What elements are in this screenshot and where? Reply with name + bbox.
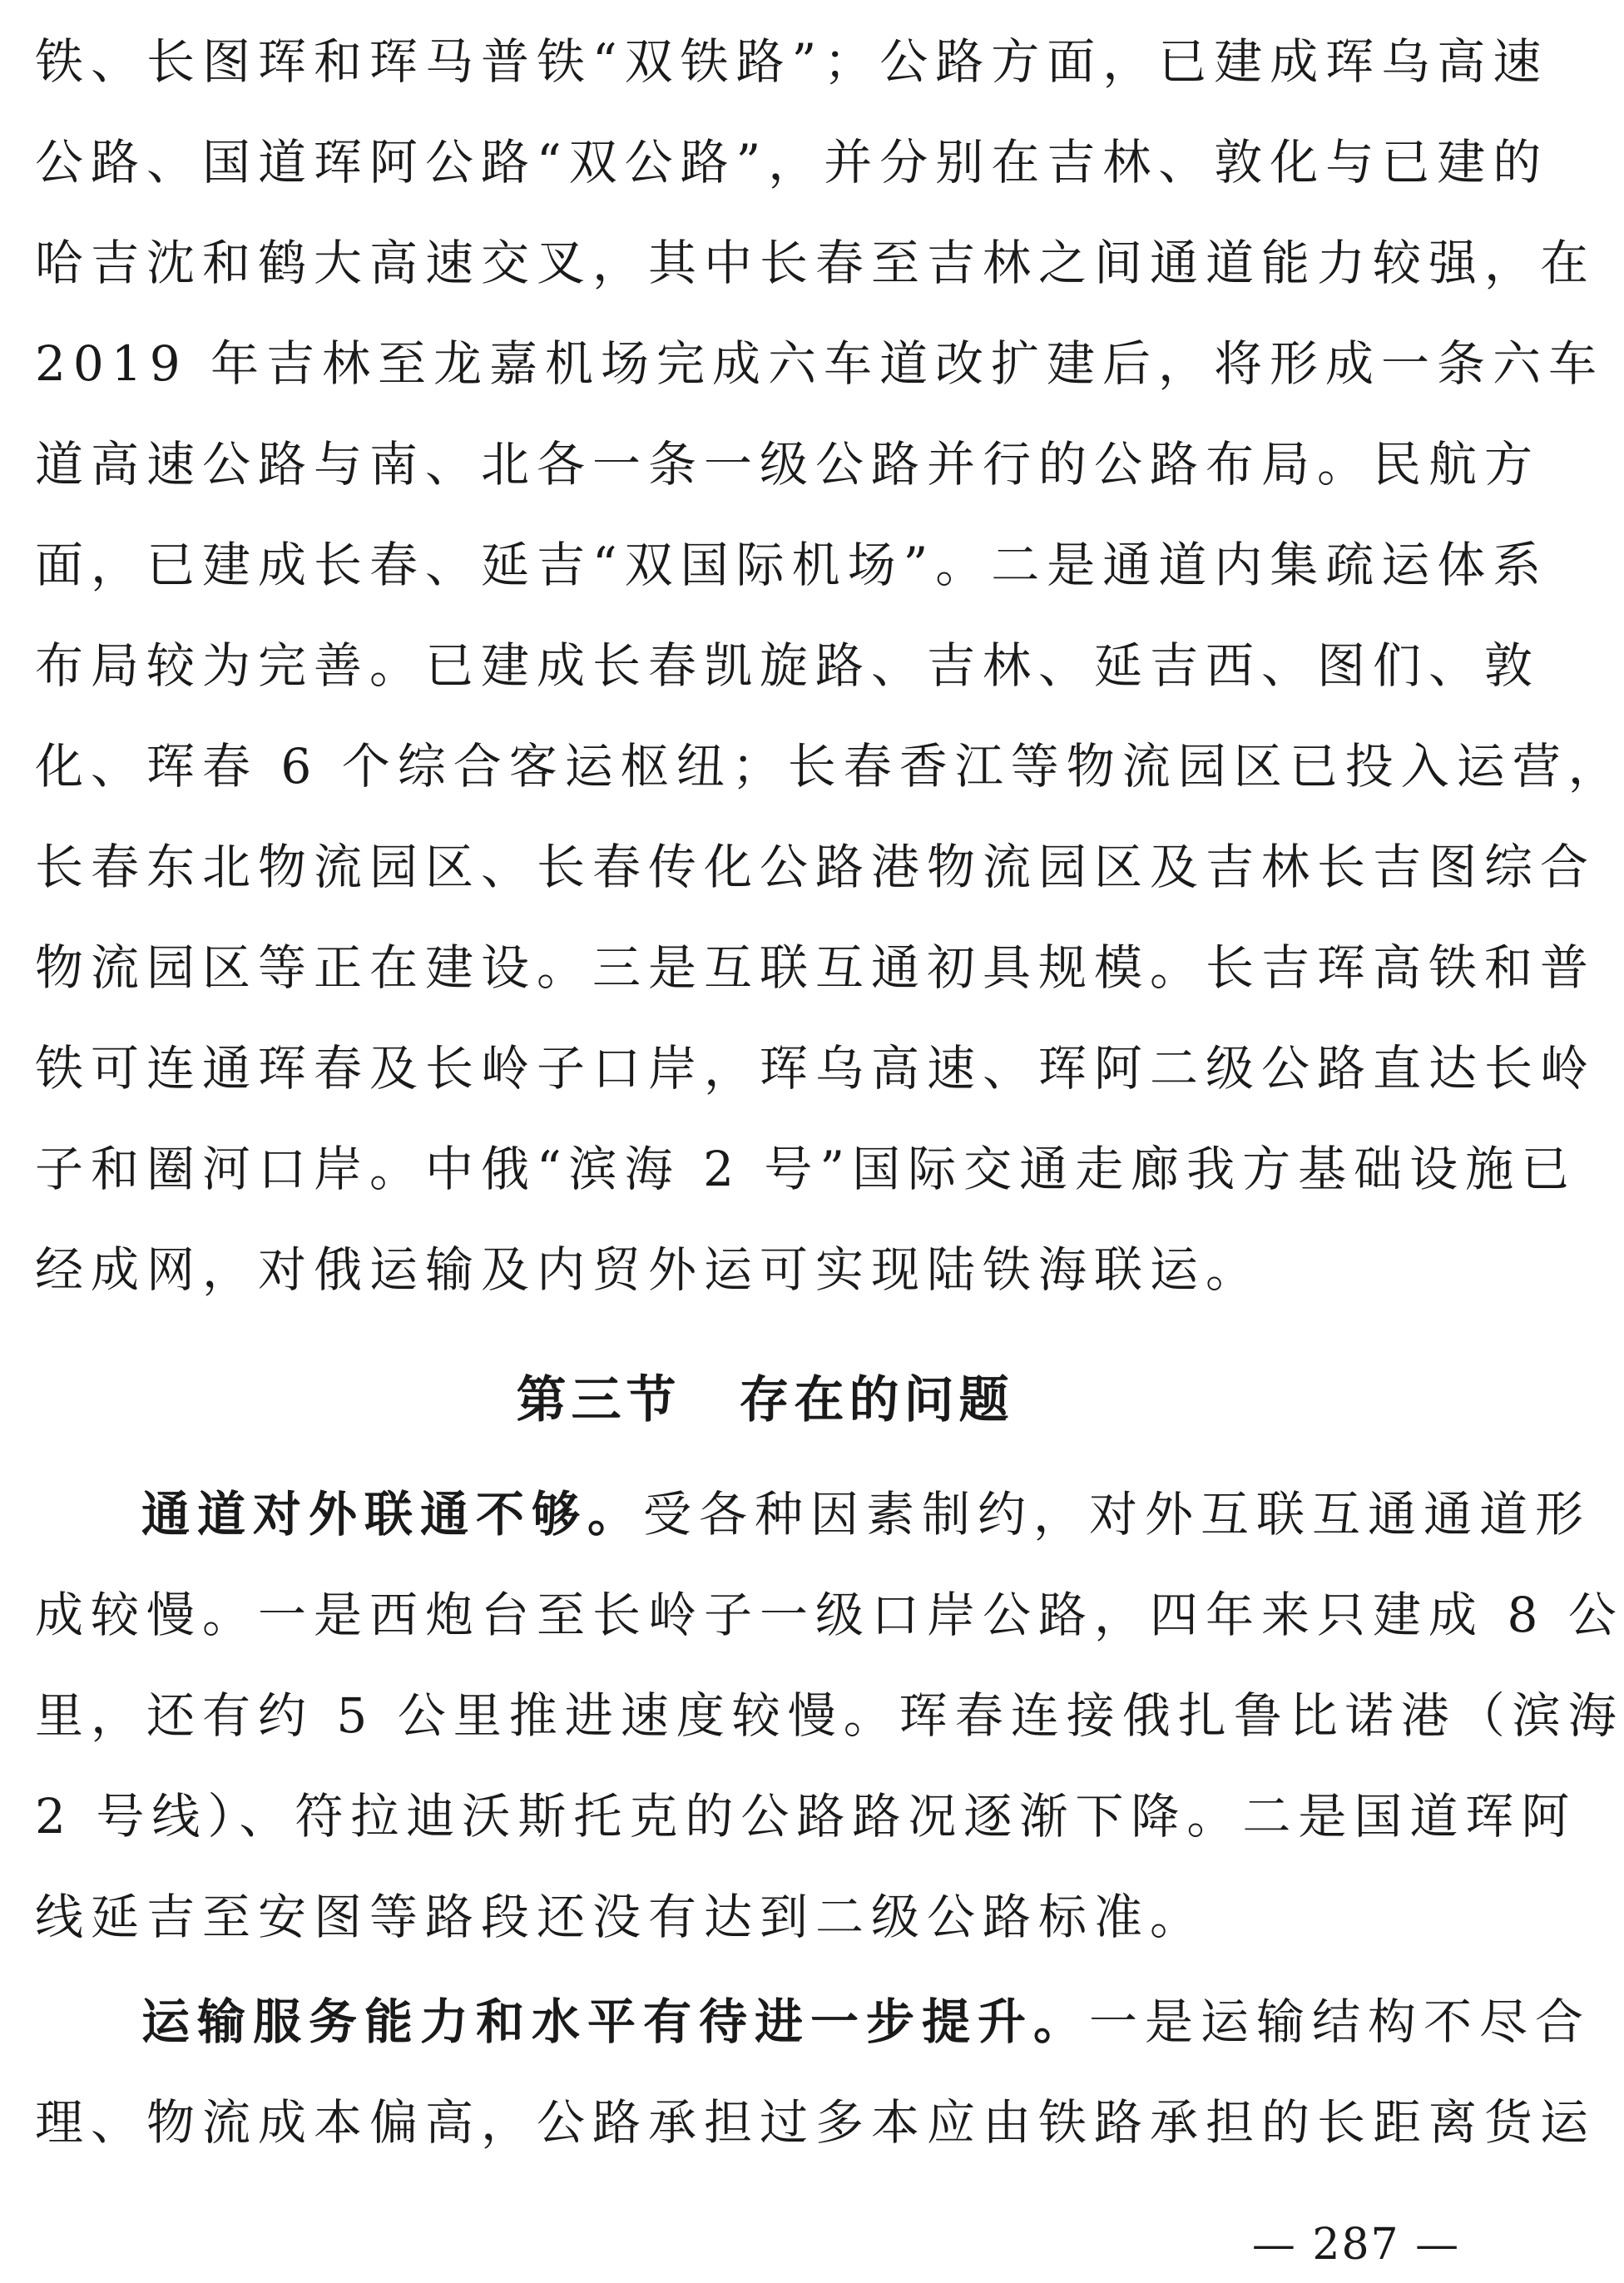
text-line	[35, 1464, 1592, 1565]
text-line: 成较慢。一是西炮台至长岭子一级口岸公路，四年来只建成 8 公	[35, 1587, 1624, 1643]
text-line: 哈吉沈和鹤大高速交叉，其中长春至吉林之间通道能力较强，在	[35, 235, 1597, 291]
text-line: 公路、国道珲阿公路“双公路”，并分别在吉林、敦化与已建的	[35, 134, 1549, 191]
paragraph-lead: 运输服务能力和水平有待进一步提升。	[141, 1993, 1090, 2050]
text-line: 铁可连通珲春及长岭子口岸，珲乌高速、珲阿二级公路直达长岭	[35, 1040, 1597, 1097]
paragraph-lead: 通道对外联通不够。	[141, 1486, 644, 1543]
paragraph-lead-rest: 受各种因素制约，对外互联互通通道形	[643, 1486, 1592, 1543]
text-line: 子和圈河口岸。中俄“滨海 2 号”国际交通走廊我方基础设施已	[35, 1141, 1577, 1197]
section-number: 第三节	[516, 1371, 681, 1429]
text-line: 化、珲春 6 个综合客运枢纽；长春香江等物流园区已投入运营，	[35, 738, 1624, 795]
text-line: 布局较为完善。已建成长春凯旋路、吉林、延吉西、图们、敦	[35, 637, 1541, 694]
text-line: 面，已建成长春、延吉“双国际机场”。二是通道内集疏运体系	[35, 537, 1549, 593]
text-line: 物流园区等正在建设。三是互联互通初具规模。长吉珲高铁和普	[35, 939, 1597, 996]
section-title: 存在的问题	[739, 1371, 1014, 1429]
text-line: 2 号线）、符拉迪沃斯托克的公路路况逐渐下降。二是国道珲阿	[35, 1788, 1577, 1845]
text-line: 线延吉至安图等路段还没有达到二级公路标准。	[35, 1889, 1206, 1945]
text-line: 经成网，对俄运输及内贸外运可实现陆铁海联运。	[35, 1241, 1262, 1298]
text-line: 道高速公路与南、北各一条一级公路并行的公路布局。民航方	[35, 436, 1541, 493]
paragraph-lead-rest: 一是运输结构不尽合	[1089, 1993, 1592, 2050]
paragraph-service-issue	[35, 1972, 1597, 2173]
text-line: 铁、长图珲和珲马普铁“双铁路”；公路方面，已建成珲乌高速	[35, 33, 1549, 90]
text-line: 里，还有约 5 公里推进速度较慢。珲春连接俄扎鲁比诺港（滨海	[35, 1687, 1624, 1744]
text-line: 长春东北物流园区、长春传化公路港物流园区及吉林长吉图综合	[35, 839, 1597, 895]
text-line	[35, 1972, 1592, 2073]
text-line: 2019 年吉林至龙嘉机场完成六车道改扩建后，将形成一条六车	[35, 335, 1605, 392]
section-heading	[0, 1348, 1530, 1453]
paragraph-transport-network	[35, 12, 1624, 1320]
paragraph-connectivity-issue	[35, 1464, 1624, 1968]
text-line: 理、物流成本偏高，公路承担过多本应由铁路承担的长距离货运	[35, 2094, 1597, 2151]
page-number: — 287 —	[1251, 2220, 1461, 2270]
